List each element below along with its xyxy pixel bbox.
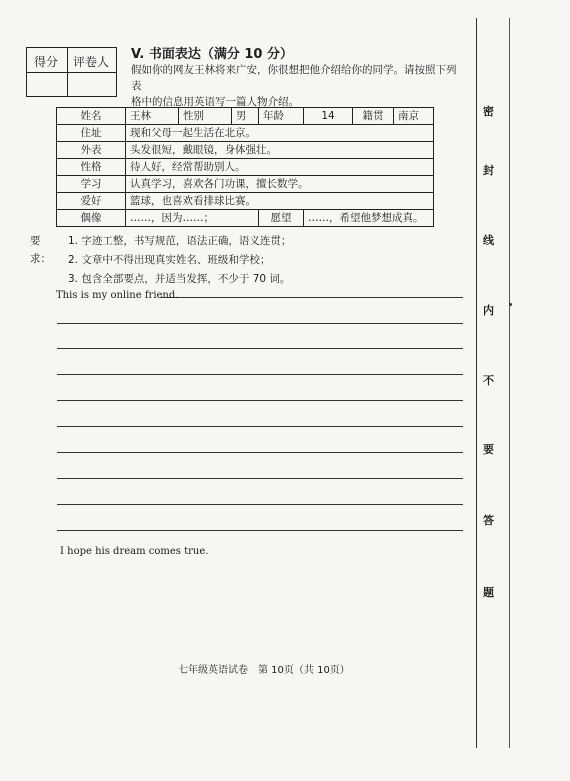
hometown-key: 籍贯 (353, 108, 394, 125)
row-value: 篮球，也喜欢看排球比赛。 (126, 193, 434, 210)
requirement-item: 3. 包含全部要点，并适当发挥，不少于 70 词。 (68, 273, 291, 285)
row-value: 现和父母一起生活在北京。 (126, 125, 434, 142)
section-title: V. 书面表达（满分 10 分） (131, 47, 293, 62)
score-box-divider (27, 72, 116, 73)
binding-line (509, 18, 510, 748)
writing-line[interactable] (57, 478, 463, 479)
requirement-item: 2. 文章中不得出现真实姓名、班级和学校； (68, 254, 271, 266)
binding-char: 题 (483, 586, 494, 599)
age-value: 14 (304, 108, 353, 125)
hometown-value: 南京 (394, 108, 434, 125)
score-box (26, 47, 117, 97)
grader-label: 评卷人 (73, 55, 110, 69)
section-intro (131, 62, 461, 110)
writing-line[interactable] (160, 297, 463, 298)
writing-line[interactable] (57, 452, 463, 453)
name-key: 姓名 (57, 108, 126, 125)
requirements-label: 要求： (30, 235, 51, 265)
binding-char: 封 (483, 164, 494, 177)
name-value: 王林 (126, 108, 179, 125)
binding-char: 线 (483, 234, 494, 247)
row-key: 爱好 (57, 193, 126, 210)
essay-closing-sentence: I hope his dream comes true. (60, 546, 209, 557)
intro-line-2: 格中的信息用英语写一篇人物介绍。 (131, 96, 299, 108)
requirement-item: 1. 字迹工整，书写规范，语法正确，语义连贯； (68, 235, 292, 247)
info-table-row (57, 159, 434, 176)
binding-char: 密 (483, 105, 494, 118)
info-table (56, 107, 434, 227)
binding-char: 不 (483, 374, 494, 387)
writing-line[interactable] (57, 530, 463, 531)
wish-key: 愿望 (259, 210, 304, 227)
gender-value: 男 (232, 108, 259, 125)
gender-key: 性别 (179, 108, 232, 125)
info-table-row (57, 193, 434, 210)
age-key: 年龄 (259, 108, 304, 125)
row-value: 认真学习，喜欢各门功课，擅长数学。 (126, 176, 434, 193)
binding-hole-dot (509, 303, 512, 306)
writing-line[interactable] (57, 504, 463, 505)
idol-value: ……，因为……； (126, 210, 259, 227)
binding-char: 要 (483, 443, 494, 456)
info-table-header-row (57, 108, 434, 125)
info-table-idol-row (57, 210, 434, 227)
info-table-row (57, 176, 434, 193)
writing-line[interactable] (57, 374, 463, 375)
row-value: 待人好，经常帮助别人。 (126, 159, 434, 176)
binding-line (476, 18, 477, 748)
row-key: 外表 (57, 142, 126, 159)
row-key: 学习 (57, 176, 126, 193)
writing-line[interactable] (57, 348, 463, 349)
info-table-row (57, 142, 434, 159)
writing-line[interactable] (57, 426, 463, 427)
page-footer: 七年级英语试卷 第 10页（共 10页） (178, 665, 350, 676)
idol-key: 偶像 (57, 210, 126, 227)
wish-value: ……，希望他梦想成真。 (304, 210, 434, 227)
essay-opening-sentence: This is my online friend. (56, 290, 179, 301)
writing-line[interactable] (57, 400, 463, 401)
row-key: 性格 (57, 159, 126, 176)
score-label: 得分 (34, 55, 59, 69)
binding-char: 内 (483, 304, 494, 317)
binding-char: 答 (483, 514, 494, 527)
intro-line-1: 假如你的网友王林将来广安，你很想把他介绍给你的同学。请按照下列表 (131, 64, 457, 92)
info-table-row (57, 125, 434, 142)
row-value: 头发很短，戴眼镜，身体强壮。 (126, 142, 434, 159)
writing-line[interactable] (57, 323, 463, 324)
row-key: 住址 (57, 125, 126, 142)
score-box-divider-vertical (67, 48, 68, 96)
